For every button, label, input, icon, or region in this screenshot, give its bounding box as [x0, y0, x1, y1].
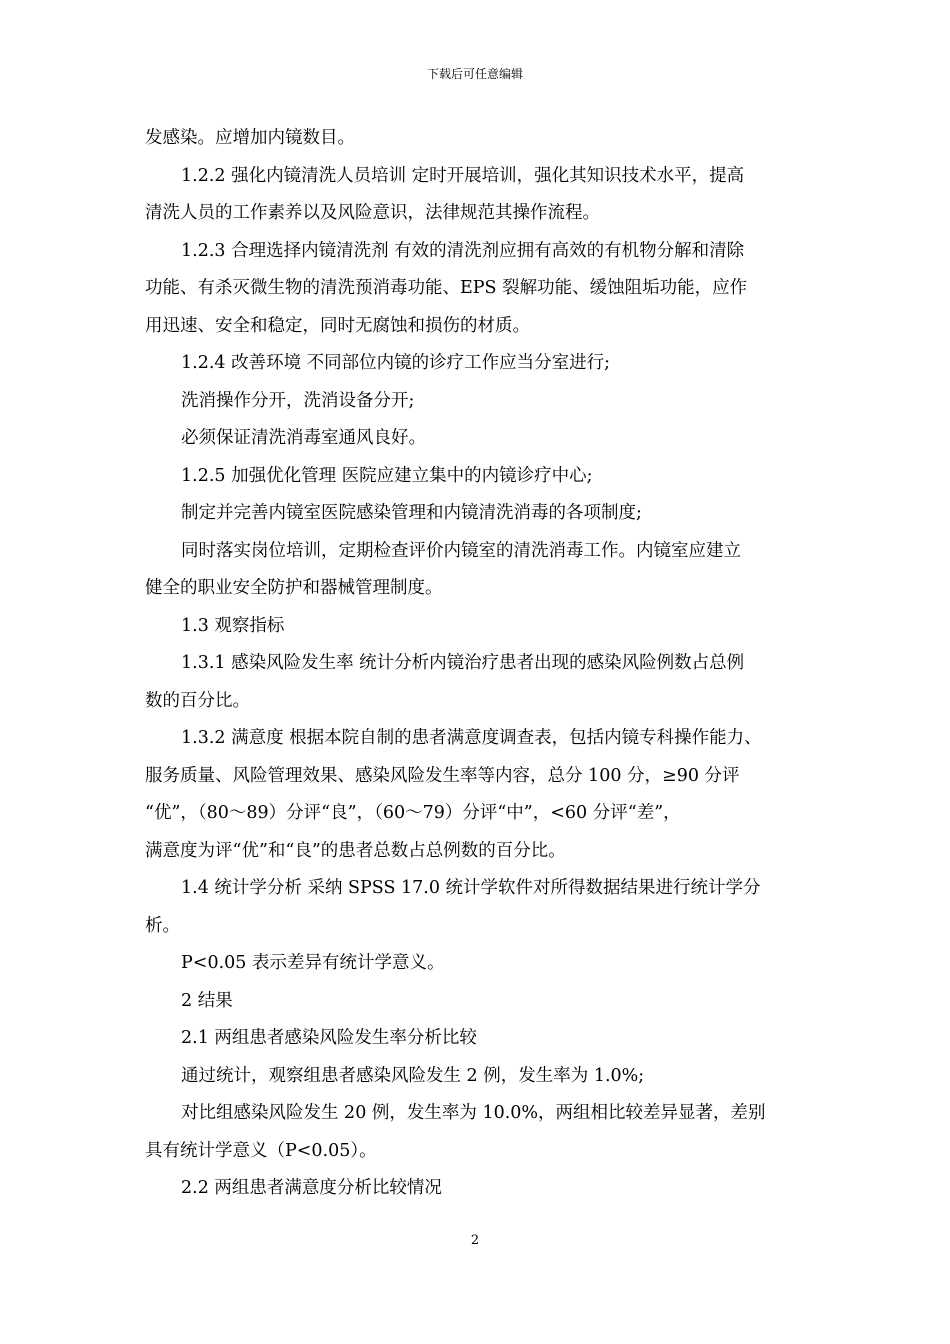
document-body [145, 120, 815, 1208]
text-line: 1.2.5 加强优化管理 医院应建立集中的内镜诊疗中心; [181, 465, 593, 486]
text-line: 对比组感染风险发生 20 例，发生率为 10.0%，两组相比较差异显著，差别 [181, 1103, 766, 1123]
text-line: 具有统计学意义（P<0.05）。 [145, 1140, 377, 1161]
text-line: 1.3.1 感染风险发生率 统计分析内镜治疗患者出现的感染风险例数占总例 [181, 653, 745, 673]
page-number: 2 [470, 1233, 480, 1248]
text-line: 1.2.2 强化内镜清洗人员培训 定时开展培训，强化其知识技术水平，提高 [181, 165, 745, 186]
text-line: 制定并完善内镜室医院感染管理和内镜清洗消毒的各项制度; [181, 503, 642, 523]
text-line: 必须保证清洗消毒室通风良好。 [181, 428, 426, 448]
text-line: 洗消操作分开，洗消设备分开; [181, 390, 415, 411]
text-line: 通过统计，观察组患者感染风险发生 2 例，发生率为 1.0%; [181, 1065, 645, 1086]
text-line: 功能、有杀灭微生物的清洗预消毒功能、EPS 裂解功能、缓蚀阻垢功能，应作 [145, 278, 748, 298]
text-line: P<0.05 表示差异有统计学意义。 [181, 953, 445, 973]
text-line: “优”，（80～89）分评“良”，（60～79）分评“中”，<60 分评“差”， [145, 803, 681, 823]
text-line: 2.1 两组患者感染风险发生率分析比较 [181, 1028, 477, 1048]
text-line: 1.4 统计学分析 采纳 SPSS 17.0 统计学软件对所得数据结果进行统计学分 [181, 878, 761, 898]
text-line: 数的百分比。 [145, 690, 250, 711]
text-line: 析。 [145, 915, 180, 936]
text-line: 同时落实岗位培训，定期检查评价内镜室的清洗消毒工作。内镜室应建立 [181, 540, 741, 561]
text-line: 满意度为评“优”和“良”的患者总数占总例数的百分比。 [145, 840, 566, 861]
text-line: 1.2.3 合理选择内镜清洗剂 有效的清洗剂应拥有高效的有机物分解和清除 [181, 240, 745, 261]
text-line: 服务质量、风险管理效果、感染风险发生率等内容，总分 100 分，≥90 分评 [145, 765, 740, 786]
text-line: 用迅速、安全和稳定，同时无腐蚀和损伤的材质。 [145, 315, 530, 336]
text-line: 健全的职业安全防护和器械管理制度。 [145, 578, 443, 598]
text-line: 发感染。应增加内镜数目。 [145, 128, 355, 148]
text-line: 1.3 观察指标 [181, 615, 285, 636]
text-line: 清洗人员的工作素养以及风险意识，法律规范其操作流程。 [145, 203, 600, 223]
text-line: 2.2 两组患者满意度分析比较情况 [181, 1178, 442, 1198]
text-line: 1.3.2 满意度 根据本院自制的患者满意度调查表，包括内镜专科操作能力、 [181, 728, 762, 748]
text-line: 2 结果 [181, 990, 233, 1011]
text-line: 1.2.4 改善环境 不同部位内镜的诊疗工作应当分室进行; [181, 353, 611, 373]
page-header: 下载后可任意编辑 [426, 67, 523, 81]
